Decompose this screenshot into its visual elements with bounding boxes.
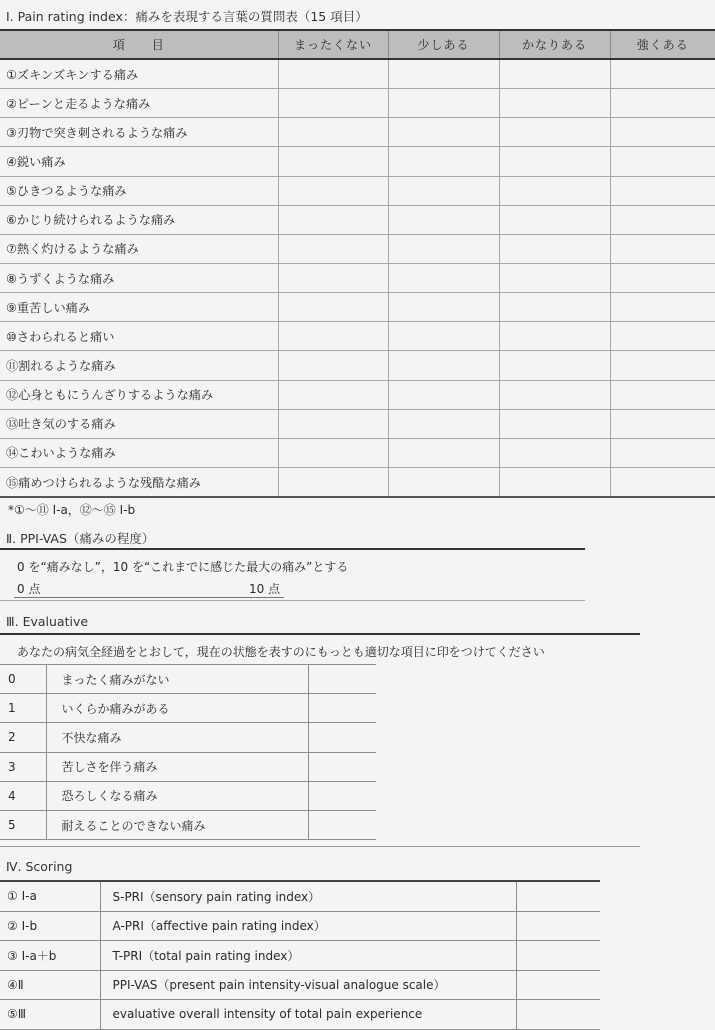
rating-cell[interactable] bbox=[388, 234, 499, 263]
vas-instruction: 0 を“痛みなし”，10 を“これまでに感じた最大の痛み”とする bbox=[17, 560, 349, 574]
rating-cell[interactable] bbox=[610, 351, 715, 380]
evaluative-mark-cell[interactable] bbox=[308, 665, 376, 694]
table-row bbox=[0, 941, 600, 971]
rating-cell[interactable] bbox=[278, 409, 388, 438]
rating-cell[interactable] bbox=[278, 234, 388, 263]
table-row bbox=[0, 234, 715, 263]
header-strong: 強くある bbox=[610, 30, 715, 59]
rating-cell[interactable] bbox=[499, 118, 610, 147]
table-row bbox=[0, 322, 715, 351]
table-row bbox=[0, 752, 376, 781]
rating-cell[interactable] bbox=[278, 293, 388, 322]
table-row bbox=[0, 176, 715, 205]
rating-cell[interactable] bbox=[610, 59, 715, 89]
pain-descriptor: ⑭こわいような痛み bbox=[0, 438, 278, 467]
rating-cell[interactable] bbox=[278, 118, 388, 147]
table-row bbox=[0, 380, 715, 409]
section3-title: Ⅲ. Evaluative bbox=[6, 614, 89, 629]
rating-cell[interactable] bbox=[610, 438, 715, 467]
evaluative-number: 5 bbox=[0, 810, 46, 839]
evaluative-mark-cell[interactable] bbox=[308, 781, 376, 810]
evaluative-label: いくらか痛みがある bbox=[46, 694, 308, 723]
rating-cell[interactable] bbox=[388, 409, 499, 438]
rating-cell[interactable] bbox=[610, 467, 715, 497]
pain-descriptor: ②ピーンと走るような痛み bbox=[0, 89, 278, 118]
pain-descriptor: ⑦熱く灼けるような痛み bbox=[0, 234, 278, 263]
score-cell[interactable] bbox=[516, 911, 600, 941]
header-item: 項 目 bbox=[0, 30, 278, 59]
rating-cell[interactable] bbox=[610, 118, 715, 147]
pain-descriptor: ④鋭い痛み bbox=[0, 147, 278, 176]
table-row bbox=[0, 59, 715, 89]
evaluative-mark-cell[interactable] bbox=[308, 810, 376, 839]
table-row bbox=[0, 881, 600, 911]
table-row bbox=[0, 263, 715, 292]
rating-cell[interactable] bbox=[278, 205, 388, 234]
rating-cell[interactable] bbox=[278, 59, 388, 89]
evaluative-number: 4 bbox=[0, 781, 46, 810]
rating-cell[interactable] bbox=[499, 409, 610, 438]
score-cell[interactable] bbox=[516, 1000, 600, 1030]
rating-cell[interactable] bbox=[388, 438, 499, 467]
scoring-label: PPI-VAS（present pain intensity-visual analogue scale） bbox=[100, 970, 516, 1000]
rating-cell[interactable] bbox=[388, 147, 499, 176]
scoring-label: A-PRI（affective pain rating index） bbox=[100, 911, 516, 941]
pain-descriptor: ⑮痛めつけられるような残酷な痛み bbox=[0, 467, 278, 497]
rating-cell[interactable] bbox=[610, 89, 715, 118]
table-row bbox=[0, 911, 600, 941]
rating-cell[interactable] bbox=[278, 467, 388, 497]
section3-rule bbox=[0, 633, 640, 635]
rating-cell[interactable] bbox=[278, 147, 388, 176]
evaluative-number: 1 bbox=[0, 694, 46, 723]
header-considerable: かなりある bbox=[499, 30, 610, 59]
rating-cell[interactable] bbox=[388, 59, 499, 89]
table-row bbox=[0, 723, 376, 752]
scoring-label: S-PRI（sensory pain rating index） bbox=[100, 881, 516, 911]
table-row bbox=[0, 351, 715, 380]
scoring-label: T-PRI（total pain rating index） bbox=[100, 941, 516, 971]
scoring-table bbox=[0, 880, 600, 1030]
rating-cell[interactable] bbox=[499, 234, 610, 263]
rating-cell[interactable] bbox=[610, 322, 715, 351]
rating-cell[interactable] bbox=[499, 59, 610, 89]
rating-cell[interactable] bbox=[278, 380, 388, 409]
pain-descriptor: ⑬吐き気のする痛み bbox=[0, 409, 278, 438]
pain-descriptor: ⑨重苦しい痛み bbox=[0, 293, 278, 322]
scoring-code: ③ Ⅰ-a＋b bbox=[0, 941, 100, 971]
evaluative-label: 不快な痛み bbox=[46, 723, 308, 752]
table-header-row bbox=[0, 30, 715, 59]
section2-divider bbox=[0, 600, 585, 601]
table-row bbox=[0, 205, 715, 234]
table-row bbox=[0, 147, 715, 176]
rating-cell[interactable] bbox=[388, 89, 499, 118]
table-row bbox=[0, 1000, 600, 1030]
table-row bbox=[0, 438, 715, 467]
rating-cell[interactable] bbox=[388, 176, 499, 205]
evaluative-label: まったく痛みがない bbox=[46, 665, 308, 694]
score-cell[interactable] bbox=[516, 970, 600, 1000]
rating-cell[interactable] bbox=[499, 293, 610, 322]
rating-cell[interactable] bbox=[499, 147, 610, 176]
rating-cell[interactable] bbox=[499, 351, 610, 380]
rating-cell[interactable] bbox=[499, 380, 610, 409]
vas-max-label: 10 点 bbox=[249, 582, 281, 596]
rating-cell[interactable] bbox=[610, 263, 715, 292]
rating-cell[interactable] bbox=[499, 322, 610, 351]
rating-cell[interactable] bbox=[278, 438, 388, 467]
rating-cell[interactable] bbox=[278, 176, 388, 205]
evaluative-instruction: あなたの病気全経過をとおして，現在の状態を表すのにもっとも適切な項目に印をつけてください bbox=[17, 645, 545, 659]
evaluative-mark-cell[interactable] bbox=[308, 694, 376, 723]
table-row bbox=[0, 293, 715, 322]
rating-cell[interactable] bbox=[278, 322, 388, 351]
header-none: まったくない bbox=[278, 30, 388, 59]
rating-cell[interactable] bbox=[499, 263, 610, 292]
rating-cell[interactable] bbox=[388, 263, 499, 292]
score-cell[interactable] bbox=[516, 881, 600, 911]
rating-cell[interactable] bbox=[388, 293, 499, 322]
pain-descriptor: ⑧うずくような痛み bbox=[0, 263, 278, 292]
scoring-label: evaluative overall intensity of total pain experience bbox=[100, 1000, 516, 1030]
rating-cell[interactable] bbox=[499, 205, 610, 234]
rating-cell[interactable] bbox=[388, 205, 499, 234]
evaluative-mark-cell[interactable] bbox=[308, 723, 376, 752]
rating-cell[interactable] bbox=[499, 467, 610, 497]
evaluative-table bbox=[0, 664, 376, 840]
score-cell[interactable] bbox=[516, 941, 600, 971]
table-row bbox=[0, 694, 376, 723]
scoring-code: ④Ⅱ bbox=[0, 970, 100, 1000]
table-row bbox=[0, 810, 376, 839]
scoring-code: ② Ⅰ-b bbox=[0, 911, 100, 941]
rating-cell[interactable] bbox=[388, 351, 499, 380]
rating-cell[interactable] bbox=[610, 409, 715, 438]
rating-cell[interactable] bbox=[278, 89, 388, 118]
rating-cell[interactable] bbox=[610, 176, 715, 205]
pain-rating-table bbox=[0, 29, 715, 498]
evaluative-number: 3 bbox=[0, 752, 46, 781]
pain-descriptor: ⑫心身ともにうんざりするような痛み bbox=[0, 380, 278, 409]
pain-descriptor: ⑪割れるような痛み bbox=[0, 351, 278, 380]
table-row bbox=[0, 118, 715, 147]
rating-cell[interactable] bbox=[278, 351, 388, 380]
evaluative-number: 0 bbox=[0, 665, 46, 694]
rating-cell[interactable] bbox=[388, 380, 499, 409]
table-row bbox=[0, 467, 715, 497]
evaluative-label: 耐えることのできない痛み bbox=[46, 810, 308, 839]
section3-divider bbox=[0, 846, 640, 847]
pain-descriptor: ③刃物で突き刺されるような痛み bbox=[0, 118, 278, 147]
rating-cell[interactable] bbox=[610, 380, 715, 409]
pain-descriptor: ⑥かじり続けられるような痛み bbox=[0, 205, 278, 234]
vas-scale-line[interactable] bbox=[14, 597, 284, 598]
header-little: 少しある bbox=[388, 30, 499, 59]
table-row bbox=[0, 89, 715, 118]
item-group-note: *①〜⑪ Ⅰ-a，⑫〜⑮ Ⅰ-b bbox=[8, 503, 136, 517]
pain-descriptor: ⑩さわられると痛い bbox=[0, 322, 278, 351]
rating-cell[interactable] bbox=[610, 205, 715, 234]
scoring-code: ① Ⅰ-a bbox=[0, 881, 100, 911]
rating-cell[interactable] bbox=[388, 118, 499, 147]
rating-cell[interactable] bbox=[499, 438, 610, 467]
pain-descriptor: ①ズキンズキンする痛み bbox=[0, 59, 278, 89]
evaluative-label: 苦しさを伴う痛み bbox=[46, 752, 308, 781]
rating-cell[interactable] bbox=[610, 234, 715, 263]
evaluative-number: 2 bbox=[0, 723, 46, 752]
section2-title: Ⅱ. PPI-VAS（痛みの程度） bbox=[6, 531, 155, 546]
table-row bbox=[0, 781, 376, 810]
table-row bbox=[0, 409, 715, 438]
evaluative-label: 恐ろしくなる痛み bbox=[46, 781, 308, 810]
table-row bbox=[0, 665, 376, 694]
scoring-code: ⑤Ⅲ bbox=[0, 1000, 100, 1030]
section1-title: Ⅰ. Pain rating index：痛みを表現する言葉の質問表（15 項目） bbox=[6, 9, 368, 24]
rating-cell[interactable] bbox=[388, 467, 499, 497]
rating-cell[interactable] bbox=[388, 322, 499, 351]
table-row bbox=[0, 970, 600, 1000]
section4-title: Ⅳ. Scoring bbox=[6, 859, 73, 874]
evaluative-mark-cell[interactable] bbox=[308, 752, 376, 781]
pain-descriptor: ⑤ひきつるような痛み bbox=[0, 176, 278, 205]
section2-rule bbox=[0, 548, 585, 550]
rating-cell[interactable] bbox=[278, 263, 388, 292]
vas-min-label: 0 点 bbox=[17, 582, 41, 596]
rating-cell[interactable] bbox=[499, 176, 610, 205]
rating-cell[interactable] bbox=[610, 147, 715, 176]
rating-cell[interactable] bbox=[610, 293, 715, 322]
rating-cell[interactable] bbox=[499, 89, 610, 118]
